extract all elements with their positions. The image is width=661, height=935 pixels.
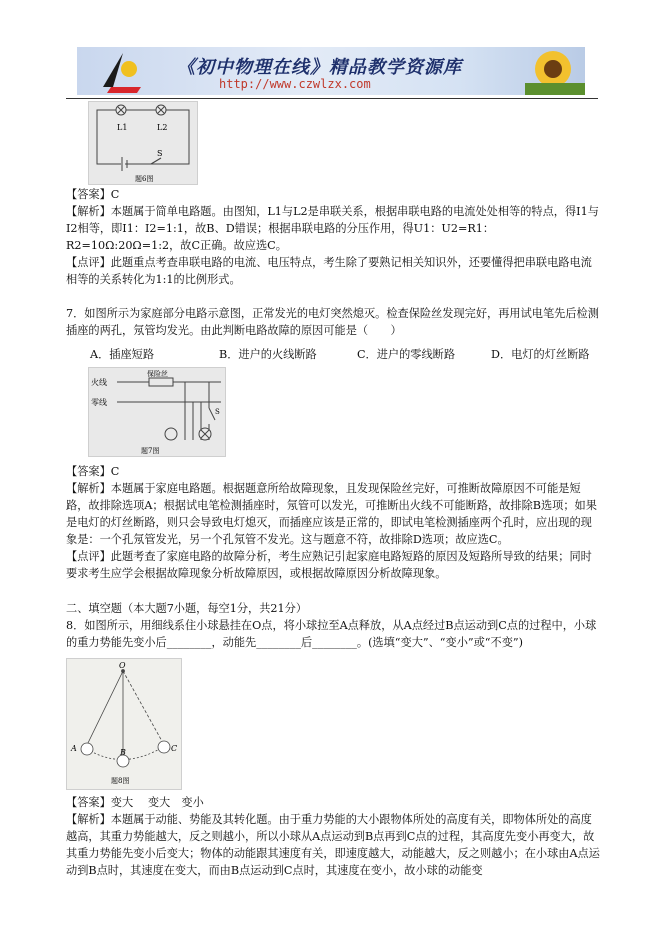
q6-analysis: 【解析】本题属于简单电路题。由图知，L1与L2是串联关系，根据串联电路的电流处处相等的特点，得I1与I2相等，即I1：I2=1:1，故B、D错误；根据串联电路的分压作用，得U1：U2=R1：R2=10Ω:20Ω=1:2，故C正确。故应选C。	[66, 205, 599, 252]
fig7-live-label: 火线	[91, 378, 107, 387]
fig8-caption: 题8图	[111, 777, 130, 785]
header-banner	[77, 47, 585, 95]
figure-6	[88, 101, 198, 185]
fig7-caption: 题7图	[141, 447, 160, 455]
q8-answer: 【答案】变大 变大 变小	[66, 796, 204, 809]
fig6-switch-label: S	[157, 149, 163, 158]
pendulum-diagram	[67, 659, 181, 789]
figure-7	[88, 367, 226, 457]
banner-url: http://www.czwlzx.com	[219, 77, 371, 91]
fig8-b-label: B	[120, 748, 126, 757]
household-circuit-diagram	[89, 368, 225, 456]
header-rule	[66, 98, 598, 99]
figure-8	[66, 658, 182, 790]
q7-option-a: A．插座短路	[90, 348, 155, 361]
q7-stem: 7．如图所示为家庭部分电路示意图，正常发光的电灯突然熄灭。检查保险丝发现完好，再用试电笔先后检测插座的两孔，氖管均发光。由此判断电路故障的原因可能是（ ）	[66, 307, 599, 337]
sunflower-icon	[515, 47, 585, 95]
q7-answer: 【答案】C	[66, 465, 120, 478]
fig7-fuse-label: 保险丝	[147, 370, 168, 378]
series-circuit-diagram	[89, 102, 197, 184]
section-2-heading: 二、填空题（本大题7小题，每空1分，共21分）	[66, 602, 308, 615]
q6-answer: 【答案】C	[66, 188, 120, 201]
q7-option-d: D．电灯的灯丝断路	[491, 348, 590, 361]
q6-comment: 【点评】此题重点考查串联电路的电流、电压特点，考生除了要熟记相关知识外，还要懂得把串联电路电流相等的关系转化为1:1的比例形式。	[66, 256, 592, 286]
fig7-switch-label: S	[215, 408, 220, 416]
q7-analysis: 【解析】本题属于家庭电路题。根据题意所给故障现象，且发现保险丝完好，可推断故障原因不可能是短路，故排除选项A；根据试电笔检测插座时，氖管可以发光，可推断出火线不可能断路，故排除B选项；如果是电灯的灯丝断路，则只会导致电灯熄灭，而插座应该是正常的，即试电笔检测插座两个孔时，应出现的现象是：一个孔氖管发光，另一个孔氖管不发光。这与题意不符，故排除D选项；故应选C。	[66, 482, 597, 546]
site-logo-icon	[83, 47, 153, 95]
q8-stem: 8．如图所示，用细线系住小球悬挂在O点，将小球拉至A点释放，从A点经过B点运动到C点的过程中，小球的重力势能先变小后________，动能先________后________。(选填“变大”、“变小”或“不变”)	[66, 619, 597, 649]
q7-comment: 【点评】此题考查了家庭电路的故障分析，考生应熟记引起家庭电路短路的原因及短路所导致的结果；同时要求考生应学会根据故障现象分析故障原因，或根据故障原因分析故障现象。	[66, 550, 592, 580]
fig6-l1-label: L1	[117, 123, 128, 132]
q7-option-c: C．进户的零线断路	[357, 348, 456, 361]
q7-option-b: B．进户的火线断路	[219, 348, 317, 361]
fig7-neutral-label: 零线	[91, 398, 107, 407]
fig8-o-label: O	[119, 661, 126, 670]
fig8-c-label: C	[171, 744, 178, 753]
banner-title: 《初中物理在线》精品教学资源库	[177, 57, 462, 78]
fig6-caption: 题6图	[135, 175, 154, 183]
fig6-l2-label: L2	[157, 123, 168, 132]
fig8-a-label: A	[71, 744, 77, 753]
q8-analysis: 【解析】本题属于动能、势能及其转化题。由于重力势能的大小跟物体所处的高度有关，即物体所处的高度越高，其重力势能越大，反之则越小，所以小球从A点运动到B点再到C点的过程，其高度先变小再变大，故其重力势能先变小后变大；物体的动能跟其速度有关，即速度越大，动能越大，反之则越小；在小球由A点运动到B点时，其速度在变大，而由B点运动到C点时，其速度在变小，故小球的动能变	[66, 813, 600, 877]
